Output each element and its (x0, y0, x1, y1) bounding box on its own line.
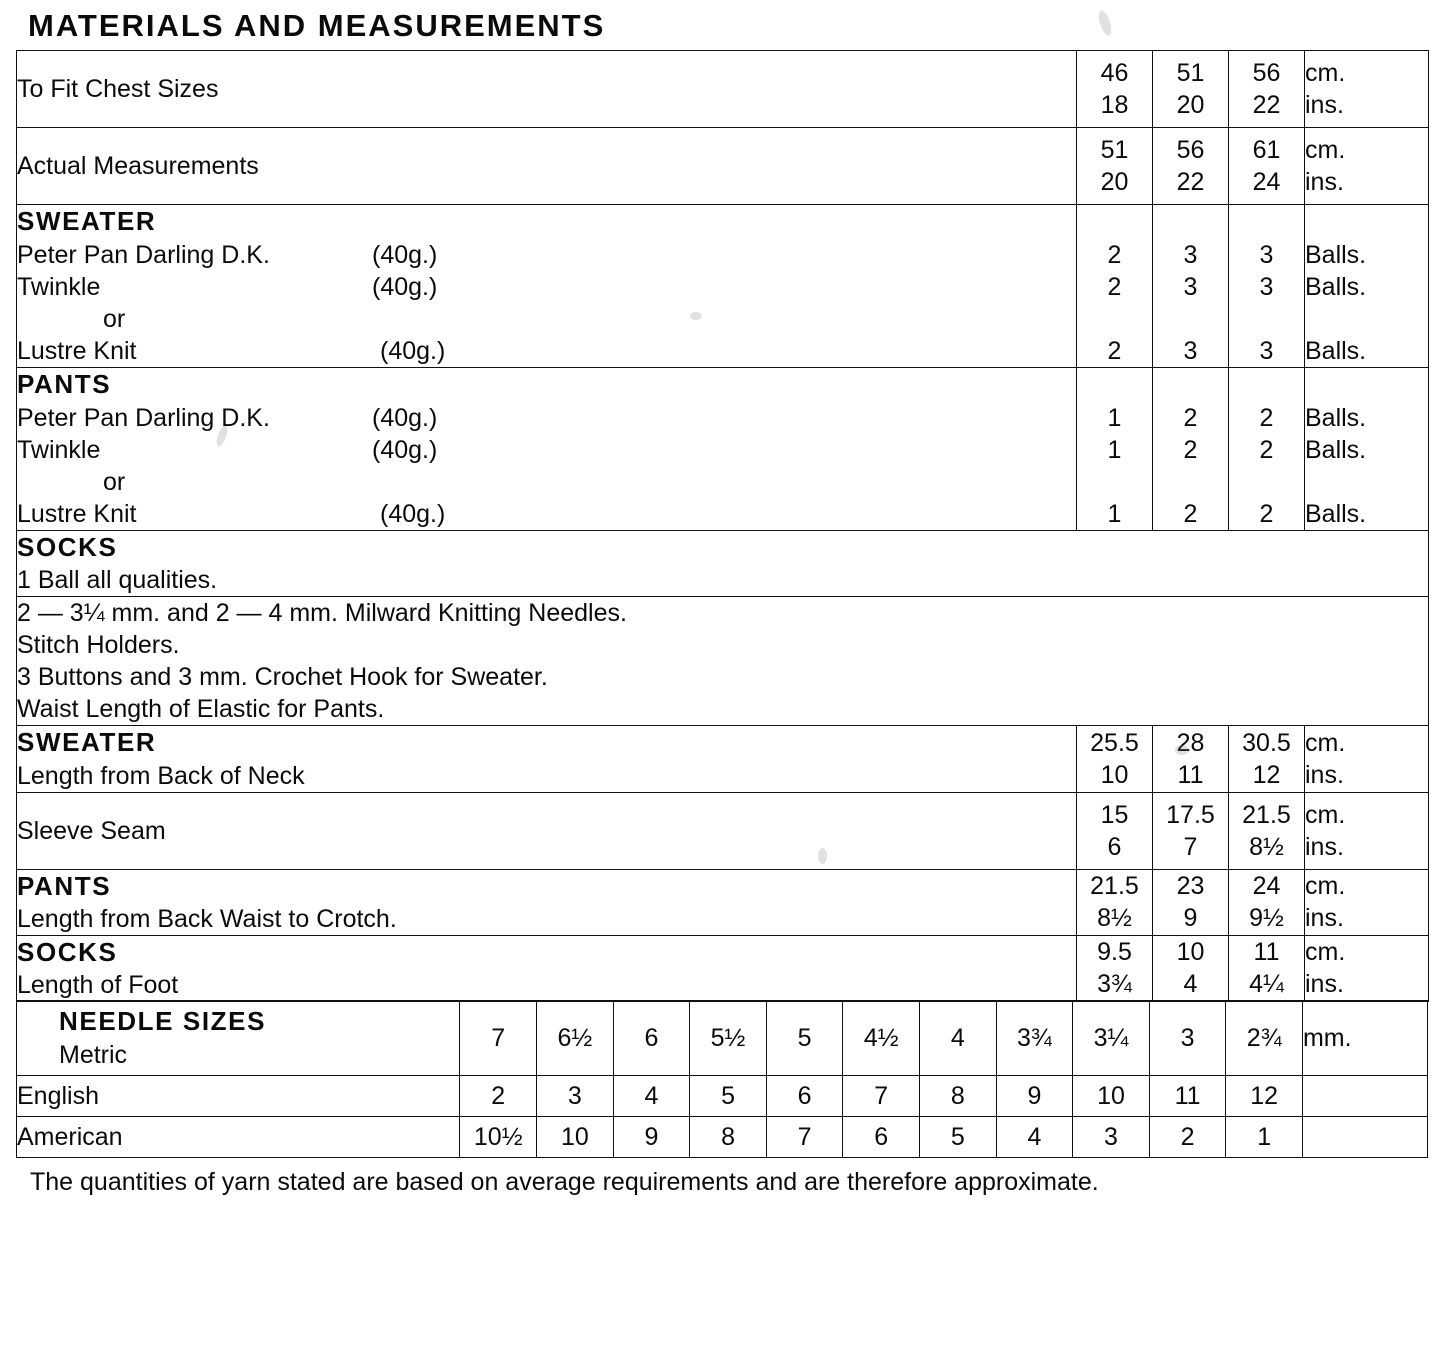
needle-american-label: American (17, 1116, 460, 1157)
value: 2 (1183, 500, 1198, 528)
needle-english-8: 10 (1073, 1075, 1150, 1116)
needle-metric-8: 3¼ (1073, 1001, 1150, 1075)
needle-metric-4: 5 (766, 1001, 843, 1075)
value: 2 (1259, 500, 1274, 528)
value-ins: 4 (1183, 970, 1198, 999)
value-cm: 56 (1176, 136, 1205, 164)
row-label: To Fit Chest Sizes (17, 51, 1077, 128)
unit-cm: cm. (1305, 136, 1346, 164)
yarn-weight: (40g.) (372, 435, 438, 464)
value: 2 (1107, 337, 1122, 365)
row-units (1305, 128, 1429, 205)
unit: Balls. (1305, 404, 1367, 432)
value-ins: 20 (1100, 168, 1129, 196)
yarn-name: Peter Pan Darling D.K. (17, 403, 270, 432)
yarn-name: Lustre Knit (17, 336, 137, 365)
value-ins: 24 (1252, 168, 1281, 196)
table-row-pants-length (17, 869, 1429, 935)
value-cm: 61 (1252, 136, 1281, 164)
socks-length-label (17, 935, 1077, 1001)
yarn-line-1 (17, 402, 1076, 434)
sweater-length-units (1305, 726, 1429, 792)
needle-american-1: 10 (537, 1116, 614, 1157)
measure-label: Length from Back Waist to Crotch. (17, 904, 397, 933)
value-ins: 18 (1100, 91, 1129, 119)
notions-line-1: 2 — 3¼ mm. and 2 — 4 mm. Milward Knitting Needles. (17, 599, 627, 628)
value-cm: 9.5 (1097, 938, 1132, 967)
pants-length-size2 (1153, 869, 1229, 935)
needle-unit: mm. (1302, 1001, 1427, 1075)
sweater-length-size1 (1077, 726, 1153, 792)
socks-yarn-block (17, 531, 1429, 597)
value-ins: 4¼ (1249, 970, 1284, 999)
table-row-actual-measurements (17, 128, 1429, 205)
needle-sizes-heading-cell (17, 1001, 460, 1075)
sweater-yarn-units (1305, 205, 1429, 368)
value-ins: 12 (1252, 760, 1281, 789)
yarn-name: Twinkle (17, 435, 101, 464)
needle-american-10: 1 (1226, 1116, 1303, 1157)
needle-row-english (17, 1075, 1428, 1116)
sweater-yarn-values-size1 (1077, 205, 1153, 368)
sleeve-seam-size3 (1229, 792, 1305, 869)
value: 3 (1259, 337, 1274, 365)
value-cm: 24 (1252, 872, 1281, 901)
pants-yarn-units (1305, 368, 1429, 531)
value-cm: 51 (1176, 59, 1205, 87)
yarn-weight: (40g.) (372, 240, 438, 269)
needle-american-0: 10½ (460, 1116, 537, 1157)
needle-metric-7: 3¾ (996, 1001, 1073, 1075)
needle-english-7: 9 (996, 1075, 1073, 1116)
footnote-text: The quantities of yarn stated are based on average requirements and are therefore approximate. (30, 1167, 1099, 1196)
section-heading-sweater: SWEATER (17, 206, 157, 237)
sleeve-seam-size1 (1077, 792, 1153, 869)
needle-american-8: 3 (1073, 1116, 1150, 1157)
sweater-length-size3 (1229, 726, 1305, 792)
unit-ins: ins. (1305, 91, 1344, 119)
needle-american-4: 7 (766, 1116, 843, 1157)
row-values-size1 (1077, 51, 1153, 128)
value: 2 (1259, 436, 1274, 464)
value: 2 (1183, 436, 1198, 464)
yarn-weight: (40g.) (380, 499, 446, 528)
unit-ins: ins. (1305, 168, 1344, 196)
needle-american-unit (1302, 1116, 1427, 1157)
yarn-name: Twinkle (17, 272, 101, 301)
unit: Balls. (1305, 500, 1367, 528)
value-ins: 6 (1107, 832, 1122, 861)
table-row-sweater-length (17, 726, 1429, 792)
section-heading-socks: SOCKS (17, 532, 118, 562)
unit: Balls. (1305, 337, 1367, 365)
notions-line-4: Waist Length of Elastic for Pants. (17, 695, 385, 724)
socks-yarn-text: 1 Ball all qualities. (17, 566, 218, 595)
needle-english-unit (1302, 1075, 1427, 1116)
value: 1 (1107, 404, 1122, 432)
value-ins: 3¾ (1097, 970, 1132, 999)
sleeve-seam-units (1305, 792, 1429, 869)
pants-length-label (17, 869, 1077, 935)
socks-length-size3 (1229, 935, 1305, 1001)
row-values-size2 (1153, 128, 1229, 205)
value-ins: 9½ (1249, 904, 1284, 933)
yarn-line-2 (17, 271, 1076, 303)
value-ins: 22 (1252, 91, 1281, 119)
yarn-or-label: or (103, 304, 126, 333)
needle-metric-5: 4½ (843, 1001, 920, 1075)
socks-length-size1 (1077, 935, 1153, 1001)
row-label: Sleeve Seam (17, 792, 1077, 869)
yarn-line-3 (17, 335, 1076, 367)
yarn-weight: (40g.) (372, 403, 438, 432)
value: 3 (1183, 241, 1198, 269)
section-heading-pants: PANTS (17, 369, 112, 400)
needle-metric-3: 5½ (690, 1001, 767, 1075)
unit-ins: ins. (1305, 760, 1344, 789)
table-row-socks-length (17, 935, 1429, 1001)
needle-american-5: 6 (843, 1116, 920, 1157)
pants-length-size3 (1229, 869, 1305, 935)
row-values-size3 (1229, 51, 1305, 128)
sweater-yarn-labels (17, 205, 1077, 368)
needle-english-label: English (17, 1075, 460, 1116)
needle-american-3: 8 (690, 1116, 767, 1157)
value-ins: 8½ (1097, 904, 1132, 933)
measure-label: Length of Foot (17, 971, 179, 1000)
needle-english-2: 4 (613, 1075, 690, 1116)
value-ins: 9 (1183, 904, 1198, 933)
value-cm: 56 (1252, 59, 1281, 87)
measure-label: Length from Back of Neck (17, 761, 305, 790)
value-ins: 8½ (1249, 832, 1284, 861)
pants-length-size1 (1077, 869, 1153, 935)
yarn-line-1 (17, 239, 1076, 271)
value-cm: 21.5 (1242, 800, 1291, 829)
value: 3 (1183, 273, 1198, 301)
needle-english-9: 11 (1149, 1075, 1226, 1116)
needle-metric-label: Metric (59, 1040, 128, 1069)
value-cm: 30.5 (1242, 728, 1291, 757)
value: 3 (1183, 337, 1198, 365)
row-values-size2 (1153, 51, 1229, 128)
row-values-size1 (1077, 128, 1153, 205)
needle-sizes-table (16, 1000, 1428, 1157)
pants-yarn-values-size2 (1153, 368, 1229, 531)
value: 2 (1107, 273, 1122, 301)
yarn-line-2 (17, 434, 1076, 466)
needle-english-6: 8 (920, 1075, 997, 1116)
table-row-socks-yarn (17, 531, 1429, 597)
value-ins: 11 (1177, 760, 1204, 789)
value-cm: 10 (1176, 938, 1205, 967)
value-cm: 51 (1100, 136, 1129, 164)
needle-metric-10: 2¾ (1226, 1001, 1303, 1075)
value: 3 (1259, 273, 1274, 301)
notions-block (17, 597, 1429, 726)
pants-yarn-labels (17, 368, 1077, 531)
table-row-pants-yarn (17, 368, 1429, 531)
unit: Balls. (1305, 436, 1367, 464)
table-row-sweater-yarn (17, 205, 1429, 368)
needle-american-2: 9 (613, 1116, 690, 1157)
value-cm: 25.5 (1090, 728, 1139, 757)
yarn-weight: (40g.) (372, 272, 438, 301)
needle-english-5: 7 (843, 1075, 920, 1116)
yarn-or-label: or (103, 467, 126, 496)
socks-length-units (1305, 935, 1429, 1001)
value-ins: 20 (1176, 91, 1205, 119)
yarn-weight: (40g.) (380, 336, 446, 365)
section-heading-sweater-measure: SWEATER (17, 727, 157, 758)
unit-cm: cm. (1305, 872, 1346, 901)
needle-metric-0: 7 (460, 1001, 537, 1075)
needle-english-4: 6 (766, 1075, 843, 1116)
value: 1 (1107, 436, 1122, 464)
yarn-name: Peter Pan Darling D.K. (17, 240, 270, 269)
value: 2 (1183, 404, 1198, 432)
needle-row-metric (17, 1001, 1428, 1075)
unit-ins: ins. (1305, 970, 1344, 999)
yarn-name: Lustre Knit (17, 499, 137, 528)
row-values-size3 (1229, 128, 1305, 205)
table-row-sleeve-seam (17, 792, 1429, 869)
unit-ins: ins. (1305, 832, 1344, 861)
needle-american-7: 4 (996, 1116, 1073, 1157)
needle-metric-2: 6 (613, 1001, 690, 1075)
sweater-length-label (17, 726, 1077, 792)
sweater-length-size2 (1153, 726, 1229, 792)
needle-row-american (17, 1116, 1428, 1157)
table-row-notions (17, 597, 1429, 726)
pants-length-units (1305, 869, 1429, 935)
value-ins: 22 (1176, 168, 1205, 196)
table-row-to-fit-chest-sizes (17, 51, 1429, 128)
value: 3 (1259, 241, 1274, 269)
page-title: MATERIALS AND MEASUREMENTS (28, 8, 606, 43)
needle-english-3: 5 (690, 1075, 767, 1116)
needle-metric-6: 4 (920, 1001, 997, 1075)
unit-cm: cm. (1305, 938, 1346, 967)
value-ins: 10 (1100, 760, 1129, 789)
section-heading-pants-measure: PANTS (17, 870, 112, 901)
row-label: Actual Measurements (17, 128, 1077, 205)
materials-table (16, 50, 1429, 1002)
unit-ins: ins. (1305, 904, 1344, 933)
needle-metric-1: 6½ (537, 1001, 614, 1075)
unit-cm: cm. (1305, 800, 1346, 829)
sweater-yarn-values-size2 (1153, 205, 1229, 368)
sweater-yarn-values-size3 (1229, 205, 1305, 368)
value-ins: 7 (1183, 832, 1198, 861)
value-cm: 46 (1100, 59, 1129, 87)
needle-english-1: 3 (537, 1075, 614, 1116)
pants-yarn-values-size1 (1077, 368, 1153, 531)
unit: Balls. (1305, 241, 1367, 269)
value: 2 (1259, 404, 1274, 432)
socks-length-size2 (1153, 935, 1229, 1001)
needle-english-0: 2 (460, 1075, 537, 1116)
row-units (1305, 51, 1429, 128)
value-cm: 23 (1176, 872, 1205, 901)
notions-line-3: 3 Buttons and 3 mm. Crochet Hook for Sweater. (17, 663, 548, 692)
notions-line-2: Stitch Holders. (17, 631, 180, 660)
section-heading-socks-measure: SOCKS (17, 936, 118, 967)
value: 2 (1107, 241, 1122, 269)
needle-metric-9: 3 (1149, 1001, 1226, 1075)
value-cm: 15 (1100, 800, 1129, 829)
yarn-line-3 (17, 498, 1076, 530)
pants-yarn-values-size3 (1229, 368, 1305, 531)
value-cm: 11 (1253, 938, 1280, 967)
value: 1 (1107, 500, 1122, 528)
section-heading-needle-sizes: NEEDLE SIZES (59, 1006, 267, 1037)
sleeve-seam-size2 (1153, 792, 1229, 869)
value-cm: 17.5 (1166, 800, 1215, 829)
needle-american-9: 2 (1149, 1116, 1226, 1157)
unit-cm: cm. (1305, 728, 1346, 757)
needle-american-6: 5 (920, 1116, 997, 1157)
value-cm: 21.5 (1090, 872, 1139, 901)
value-cm: 28 (1176, 728, 1205, 757)
unit-cm: cm. (1305, 59, 1346, 87)
unit: Balls. (1305, 273, 1367, 301)
needle-english-10: 12 (1226, 1075, 1303, 1116)
